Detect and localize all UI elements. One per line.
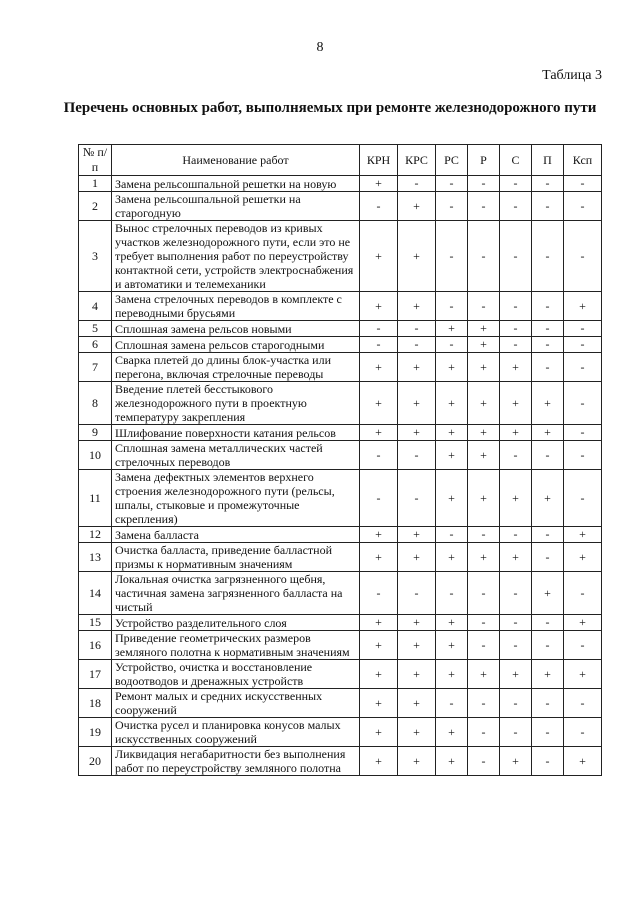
mark-cell: - <box>532 527 564 543</box>
mark-cell: + <box>360 176 398 192</box>
mark-cell: + <box>360 615 398 631</box>
mark-cell: + <box>436 631 468 660</box>
mark-cell: + <box>436 615 468 631</box>
table-row <box>79 747 602 776</box>
page-title: Перечень основных работ, выполняемых при ремонте железнодорожного пути <box>63 100 597 116</box>
mark-cell: - <box>468 718 500 747</box>
header-name: Наименование работ <box>112 145 360 176</box>
table-row <box>79 660 602 689</box>
mark-cell: + <box>532 470 564 527</box>
row-number: 8 <box>79 382 112 425</box>
mark-cell: - <box>360 441 398 470</box>
mark-cell: + <box>436 441 468 470</box>
mark-cell: - <box>532 192 564 221</box>
mark-cell: + <box>398 631 436 660</box>
work-name: Замена дефектных элементов верхнего строения железнодорожного пути (рельсы, шпалы, стыковые и промежуточные скрепления) <box>112 470 360 527</box>
mark-cell: - <box>360 337 398 353</box>
mark-cell: - <box>500 321 532 337</box>
mark-cell: + <box>436 718 468 747</box>
row-number: 20 <box>79 747 112 776</box>
mark-cell: + <box>468 353 500 382</box>
mark-cell: + <box>500 382 532 425</box>
mark-cell: - <box>468 572 500 615</box>
header-krs: КРС <box>398 145 436 176</box>
mark-cell: + <box>532 572 564 615</box>
table-row <box>79 543 602 572</box>
mark-cell: - <box>398 321 436 337</box>
work-name: Ликвидация негабаритности без выполнения работ по переустройству земляного полотна <box>112 747 360 776</box>
mark-cell: + <box>360 292 398 321</box>
mark-cell: + <box>564 615 602 631</box>
mark-cell: + <box>436 470 468 527</box>
mark-cell: - <box>500 337 532 353</box>
mark-cell: + <box>436 425 468 441</box>
mark-cell: + <box>398 660 436 689</box>
work-name: Очистка русел и планировка конусов малых искусственных сооружений <box>112 718 360 747</box>
mark-cell: + <box>468 382 500 425</box>
mark-cell: - <box>532 543 564 572</box>
mark-cell: + <box>436 747 468 776</box>
row-number: 3 <box>79 221 112 292</box>
row-number: 11 <box>79 470 112 527</box>
mark-cell: - <box>360 572 398 615</box>
table-header-row <box>79 145 602 176</box>
work-name: Вынос стрелочных переводов из кривых участков железнодорожного пути, если это не требует выполнения работ по переустройству контактной сети, устройств электроснабжения и автоматики и телемеханики <box>112 221 360 292</box>
mark-cell: - <box>500 221 532 292</box>
mark-cell: + <box>468 543 500 572</box>
mark-cell: + <box>398 689 436 718</box>
mark-cell: - <box>436 527 468 543</box>
work-name: Устройство, очистка и восстановление водоотводов и дренажных устройств <box>112 660 360 689</box>
mark-cell: + <box>532 660 564 689</box>
mark-cell: + <box>468 337 500 353</box>
mark-cell: - <box>532 321 564 337</box>
mark-cell: + <box>398 292 436 321</box>
mark-cell: - <box>436 337 468 353</box>
mark-cell: - <box>564 337 602 353</box>
mark-cell: + <box>500 660 532 689</box>
page-number: 8 <box>316 40 324 55</box>
mark-cell: - <box>500 631 532 660</box>
mark-cell: - <box>500 441 532 470</box>
work-name: Замена балласта <box>112 527 360 543</box>
mark-cell: + <box>500 543 532 572</box>
mark-cell: - <box>468 615 500 631</box>
mark-cell: - <box>532 176 564 192</box>
row-number: 13 <box>79 543 112 572</box>
mark-cell: + <box>468 441 500 470</box>
mark-cell: + <box>468 425 500 441</box>
mark-cell: + <box>398 353 436 382</box>
mark-cell: - <box>564 353 602 382</box>
mark-cell: + <box>436 321 468 337</box>
mark-cell: - <box>564 425 602 441</box>
row-number: 12 <box>79 527 112 543</box>
mark-cell: - <box>564 631 602 660</box>
mark-cell: - <box>500 527 532 543</box>
table-row <box>79 470 602 527</box>
work-name: Замена стрелочных переводов в комплекте с переводными брусьями <box>112 292 360 321</box>
row-number: 17 <box>79 660 112 689</box>
mark-cell: - <box>532 615 564 631</box>
mark-cell: + <box>360 353 398 382</box>
table-label: Таблица 3 <box>542 68 602 83</box>
header-s: С <box>500 145 532 176</box>
row-number: 15 <box>79 615 112 631</box>
mark-cell: + <box>398 543 436 572</box>
header-p: П <box>532 145 564 176</box>
mark-cell: + <box>398 382 436 425</box>
mark-cell: + <box>468 660 500 689</box>
mark-cell: - <box>398 470 436 527</box>
work-name: Сплошная замена рельсов старогодными <box>112 337 360 353</box>
table-row <box>79 221 602 292</box>
header-ksp: Ксп <box>564 145 602 176</box>
mark-cell: + <box>360 527 398 543</box>
mark-cell: + <box>398 425 436 441</box>
mark-cell: + <box>360 689 398 718</box>
mark-cell: - <box>532 292 564 321</box>
table-row <box>79 425 602 441</box>
table-row <box>79 176 602 192</box>
mark-cell: - <box>398 337 436 353</box>
mark-cell: - <box>564 382 602 425</box>
row-number: 7 <box>79 353 112 382</box>
work-name: Приведение геометрических размеров земляного полотна к нормативным значениям <box>112 631 360 660</box>
mark-cell: - <box>564 470 602 527</box>
mark-cell: - <box>532 689 564 718</box>
mark-cell: + <box>360 660 398 689</box>
mark-cell: - <box>500 572 532 615</box>
mark-cell: + <box>360 221 398 292</box>
table-body <box>79 176 602 776</box>
table-row <box>79 321 602 337</box>
mark-cell: - <box>500 176 532 192</box>
work-name: Сварка плетей до длины блок-участка или перегона, включая стрелочные переводы <box>112 353 360 382</box>
mark-cell: + <box>360 718 398 747</box>
mark-cell: - <box>436 176 468 192</box>
row-number: 5 <box>79 321 112 337</box>
mark-cell: - <box>398 441 436 470</box>
row-number: 6 <box>79 337 112 353</box>
mark-cell: - <box>360 321 398 337</box>
mark-cell: + <box>500 425 532 441</box>
mark-cell: - <box>564 192 602 221</box>
mark-cell: + <box>360 631 398 660</box>
mark-cell: + <box>468 321 500 337</box>
mark-cell: - <box>398 176 436 192</box>
row-number: 18 <box>79 689 112 718</box>
mark-cell: - <box>436 192 468 221</box>
mark-cell: - <box>436 572 468 615</box>
mark-cell: - <box>360 192 398 221</box>
mark-cell: - <box>532 631 564 660</box>
mark-cell: + <box>360 747 398 776</box>
mark-cell: + <box>532 425 564 441</box>
mark-cell: - <box>564 221 602 292</box>
table-row <box>79 353 602 382</box>
mark-cell: - <box>564 321 602 337</box>
mark-cell: + <box>436 353 468 382</box>
mark-cell: - <box>436 221 468 292</box>
mark-cell: + <box>398 615 436 631</box>
work-name: Шлифование поверхности катания рельсов <box>112 425 360 441</box>
mark-cell: - <box>468 292 500 321</box>
work-name: Локальная очистка загрязненного щебня, частичная замена загрязненного балласта на чистый <box>112 572 360 615</box>
mark-cell: + <box>468 470 500 527</box>
mark-cell: + <box>398 718 436 747</box>
work-name: Замена рельсошпальной решетки на старогодную <box>112 192 360 221</box>
mark-cell: + <box>564 292 602 321</box>
table-row <box>79 192 602 221</box>
mark-cell: - <box>468 747 500 776</box>
mark-cell: + <box>436 382 468 425</box>
row-number: 14 <box>79 572 112 615</box>
mark-cell: - <box>468 689 500 718</box>
mark-cell: + <box>398 221 436 292</box>
table-row <box>79 527 602 543</box>
mark-cell: - <box>532 353 564 382</box>
mark-cell: - <box>468 527 500 543</box>
row-number: 9 <box>79 425 112 441</box>
mark-cell: - <box>436 689 468 718</box>
mark-cell: - <box>500 615 532 631</box>
header-num: № п/п <box>79 145 112 176</box>
mark-cell: + <box>360 425 398 441</box>
mark-cell: - <box>398 572 436 615</box>
header-rs: РС <box>436 145 468 176</box>
mark-cell: - <box>532 747 564 776</box>
mark-cell: + <box>360 543 398 572</box>
work-name: Очистка балласта, приведение балластной призмы к нормативным значениям <box>112 543 360 572</box>
mark-cell: + <box>398 192 436 221</box>
work-name: Устройство разделительного слоя <box>112 615 360 631</box>
mark-cell: - <box>532 337 564 353</box>
mark-cell: + <box>436 543 468 572</box>
mark-cell: - <box>468 631 500 660</box>
table-row <box>79 572 602 615</box>
mark-cell: + <box>500 747 532 776</box>
mark-cell: - <box>500 292 532 321</box>
header-krn: КРН <box>360 145 398 176</box>
mark-cell: + <box>564 543 602 572</box>
row-number: 16 <box>79 631 112 660</box>
mark-cell: - <box>468 176 500 192</box>
mark-cell: - <box>532 718 564 747</box>
work-name: Ремонт малых и средних искусственных сооружений <box>112 689 360 718</box>
table-row <box>79 337 602 353</box>
mark-cell: + <box>500 470 532 527</box>
mark-cell: - <box>436 292 468 321</box>
table-row <box>79 615 602 631</box>
table-row <box>79 631 602 660</box>
table-row <box>79 292 602 321</box>
mark-cell: + <box>564 747 602 776</box>
mark-cell: - <box>500 689 532 718</box>
mark-cell: - <box>500 192 532 221</box>
mark-cell: + <box>564 660 602 689</box>
mark-cell: - <box>532 221 564 292</box>
row-number: 1 <box>79 176 112 192</box>
row-number: 10 <box>79 441 112 470</box>
mark-cell: - <box>564 718 602 747</box>
row-number: 19 <box>79 718 112 747</box>
table-row <box>79 689 602 718</box>
mark-cell: - <box>468 192 500 221</box>
mark-cell: + <box>500 353 532 382</box>
mark-cell: - <box>468 221 500 292</box>
mark-cell: - <box>564 689 602 718</box>
mark-cell: + <box>564 527 602 543</box>
work-name: Сплошная замена металлических частей стрелочных переводов <box>112 441 360 470</box>
mark-cell: - <box>360 470 398 527</box>
mark-cell: - <box>564 572 602 615</box>
work-name: Замена рельсошпальной решетки на новую <box>112 176 360 192</box>
row-number: 4 <box>79 292 112 321</box>
work-name: Введение плетей бесстыкового железнодорожного пути в проектную температуру закрепления <box>112 382 360 425</box>
mark-cell: - <box>500 718 532 747</box>
mark-cell: + <box>398 527 436 543</box>
work-name: Сплошная замена рельсов новыми <box>112 321 360 337</box>
works-table <box>78 144 602 776</box>
mark-cell: - <box>564 176 602 192</box>
header-r: Р <box>468 145 500 176</box>
mark-cell: + <box>532 382 564 425</box>
mark-cell: - <box>564 441 602 470</box>
table-row <box>79 441 602 470</box>
table-row <box>79 382 602 425</box>
mark-cell: - <box>532 441 564 470</box>
row-number: 2 <box>79 192 112 221</box>
mark-cell: + <box>360 382 398 425</box>
table-row <box>79 718 602 747</box>
mark-cell: + <box>398 747 436 776</box>
mark-cell: + <box>436 660 468 689</box>
